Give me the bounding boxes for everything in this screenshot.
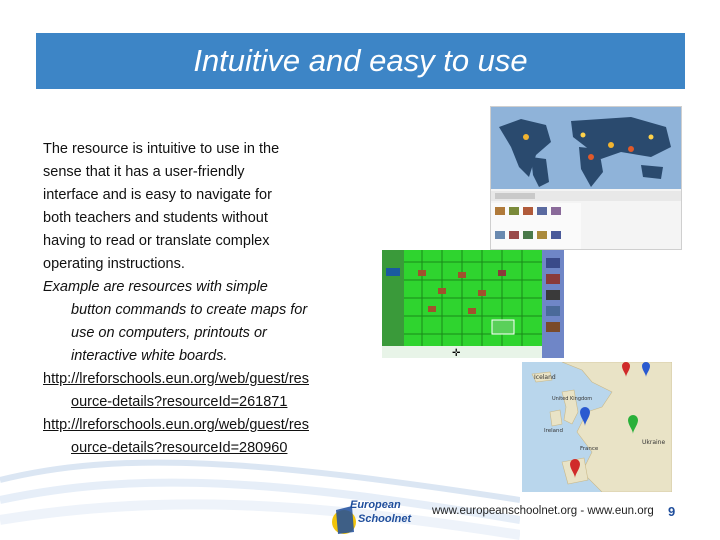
map-label-iceland: Iceland <box>534 374 556 381</box>
map-label-uk: United Kingdom <box>552 396 593 402</box>
example-line: Example are resources with simple <box>43 279 268 295</box>
link-text[interactable]: ource-details?resourceId=280960 <box>71 440 288 456</box>
body-line: both teachers and students without <box>43 210 268 226</box>
example-line: button commands to create maps for <box>71 302 308 318</box>
body-line: interface and is easy to navigate for <box>43 187 272 203</box>
link-text[interactable]: http://lreforschools.eun.org/web/guest/res <box>43 417 309 433</box>
body-line: operating instructions. <box>43 256 185 272</box>
map-label-ireland: Ireland <box>544 428 564 434</box>
map-label-ukraine: Ukraine <box>642 439 666 446</box>
europe-map-screenshot <box>522 362 672 492</box>
page-number: 9 <box>668 504 676 519</box>
european-schoolnet-logo <box>328 492 420 536</box>
example-line: interactive white boards. <box>71 348 228 364</box>
resource-link-2[interactable] <box>43 414 343 437</box>
footer-url: www.europeanschoolnet.org - www.eun.org <box>432 505 654 517</box>
svg-text:Schoolnet: Schoolnet <box>358 513 412 525</box>
body-line: sense that it has a user-friendly <box>43 164 245 180</box>
slide-body <box>43 138 343 460</box>
link-text[interactable]: http://lreforschools.eun.org/web/guest/res <box>43 371 309 387</box>
resource-link-2-cont[interactable] <box>43 437 343 460</box>
example-line: use on computers, printouts or <box>71 325 267 341</box>
world-map-screenshot <box>490 106 682 250</box>
resource-link-1-cont[interactable] <box>43 391 343 414</box>
map-label-france: France <box>580 446 599 452</box>
grid-builder-screenshot <box>382 250 564 358</box>
body-line: having to read or translate complex <box>43 233 270 249</box>
slide-title: Intuitive and easy to use <box>193 43 528 78</box>
grid-builder-image <box>382 250 564 358</box>
resource-link-1[interactable] <box>43 368 343 391</box>
link-text[interactable]: ource-details?resourceId=261871 <box>71 394 288 410</box>
body-line: The resource is intuitive to use in the <box>43 141 280 157</box>
svg-text:European: European <box>350 499 401 511</box>
slide-title-bar <box>36 33 685 89</box>
world-map-image <box>491 107 681 249</box>
europe-map-image <box>522 362 672 492</box>
svg-text:✛: ✛ <box>452 348 461 358</box>
